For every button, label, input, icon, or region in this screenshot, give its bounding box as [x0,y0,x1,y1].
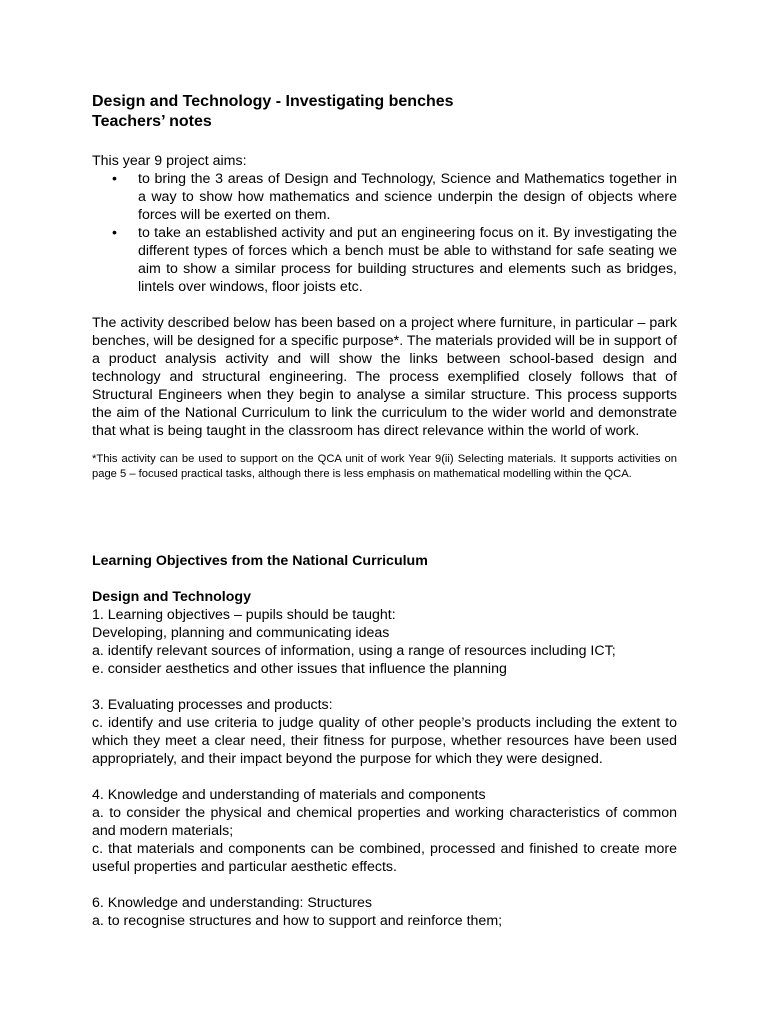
dt-heading: Design and Technology [92,589,251,605]
objective-line: a. to consider the physical and chemical properties and working characteristics of common and modern materials; [92,805,677,839]
objectives-heading: Learning Objectives from the National Curriculum [92,553,428,569]
objective-line: c. identify and use criteria to judge quality of other people’s products including the extent to which they meet a clear need, their fitness for purpose, whether resources have been used appropriately, and their impact beyond the purpose for which they were designed. [92,715,677,767]
objective-line: c. that materials and components can be combined, processed and finished to create more useful properties and particular aesthetic effects. [92,841,677,875]
bullet-icon: • [112,171,117,187]
list-item [92,224,677,296]
objective-line: e. consider aesthetics and other issues that influence the planning [92,661,507,677]
objective-line: 6. Knowledge and understanding: Structures [92,895,372,911]
objective-section-6 [92,894,677,930]
aim-text: to bring the 3 areas of Design and Technology, Science and Mathematics together in a way to show how mathematics and science underpin the design of objects where forces will be exerted on them. [138,171,677,223]
document-title: Design and Technology - Investigating benches [92,93,454,110]
objective-line: 1. Learning objectives – pupils should be taught: [92,607,396,623]
objective-line: 3. Evaluating processes and products: [92,697,333,713]
objective-section-1 [92,606,677,678]
objective-line: a. to recognise structures and how to support and reinforce them; [92,913,503,929]
objective-line: Developing, planning and communicating ideas [92,625,390,641]
activity-paragraph: The activity described below has been based on a project where furniture, in particular – park benches, will be designed for a specific purpose*. The materials provided will be in support of a product analysis activity and will show the links between school-based design and technology and structural engineering. The process exemplified closely follows that of Structural Engineers when they begin to analyse a similar structure. This process supports the aim of the National Curriculum to link the curriculum to the wider world and demonstrate that what is being taught in the classroom has direct relevance within the world of work. [92,315,677,439]
bullet-icon: • [112,225,117,241]
intro-text: This year 9 project aims: [92,153,247,169]
objective-line: 4. Knowledge and understanding of materials and components [92,787,486,803]
objective-section-3 [92,696,677,768]
document-content [92,92,677,930]
footnote: *This activity can be used to support on the QCA unit of work Year 9(ii) Selecting materials. It supports activities on page 5 – focused practical tasks, although there is less emphasis on mathematical modelling within the QCA. [92,453,677,480]
document-subtitle: Teachers’ notes [92,113,212,130]
objective-section-4 [92,786,677,876]
aims-list [92,170,677,296]
list-item [92,170,677,224]
aim-text: to take an established activity and put an engineering focus on it. By investigating the different types of forces which a bench must be able to withstand for safe seating we aim to show a similar process for building structures and elements such as bridges, lintels over windows, floor joists etc. [138,225,677,295]
objective-line: a. identify relevant sources of information, using a range of resources including ICT; [92,643,616,659]
